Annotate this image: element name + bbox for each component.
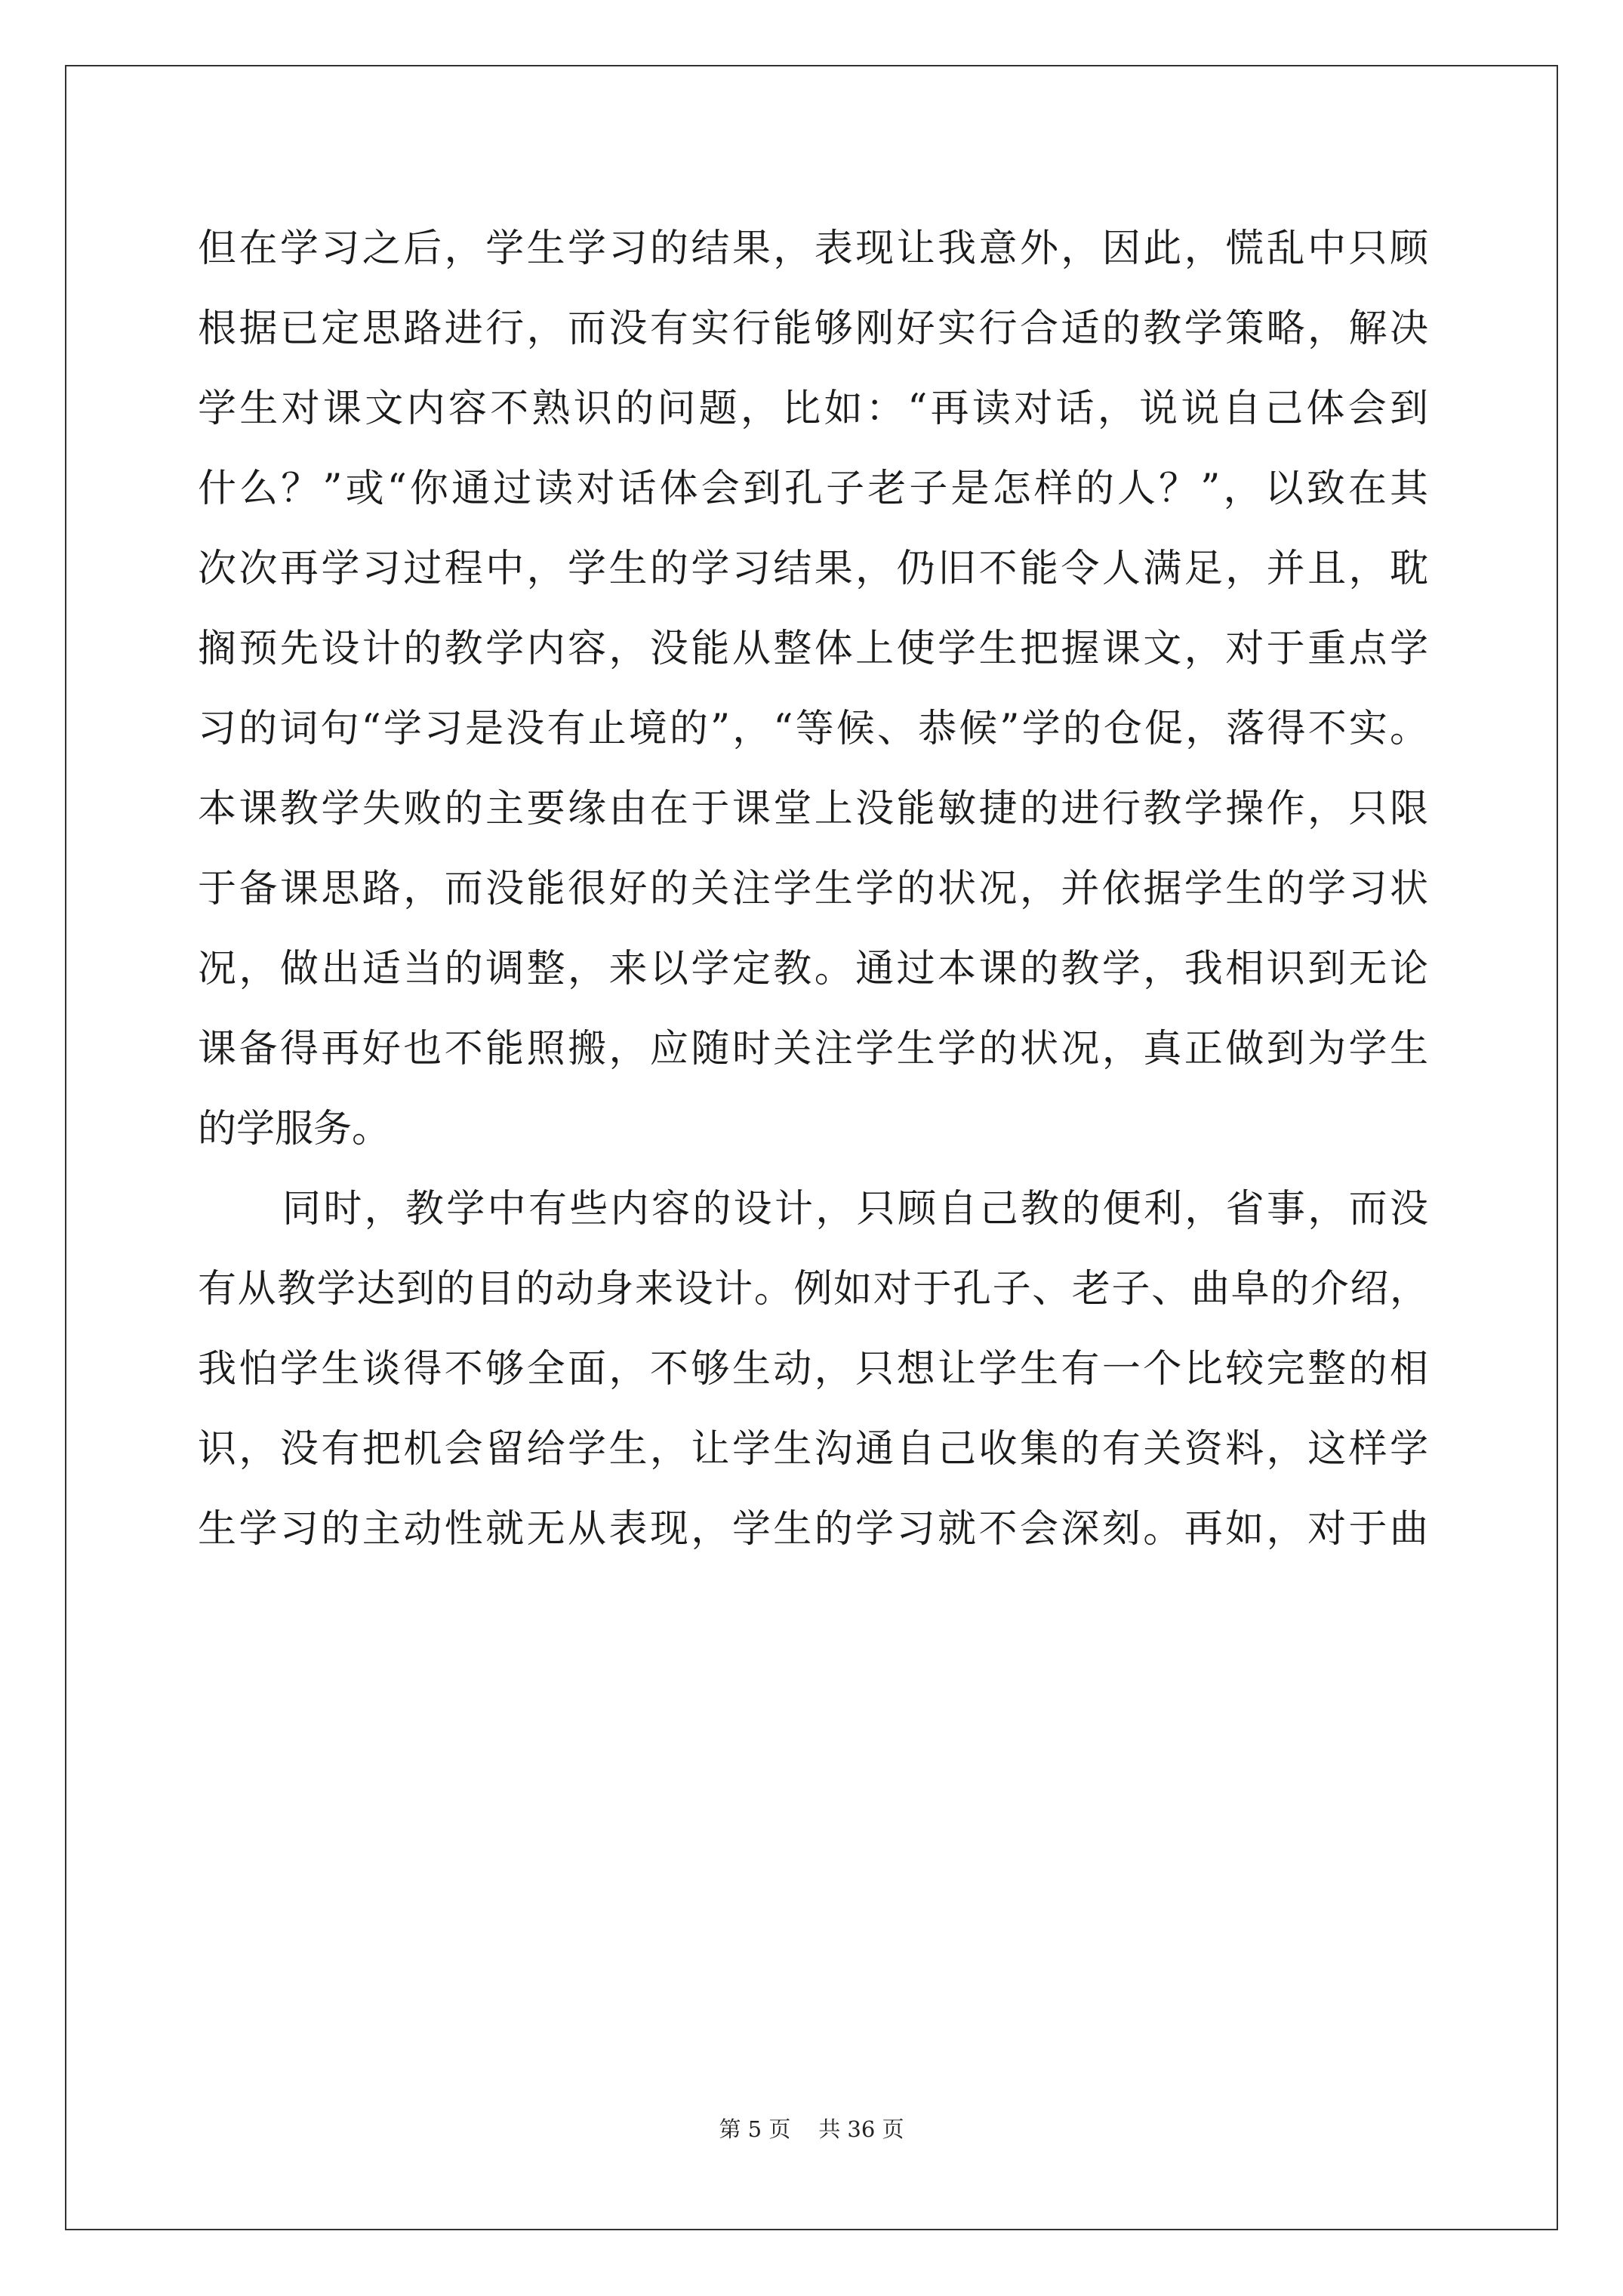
text-line: 根据已定思路进行，而没有实行能够刚好实行合适的教学策略，解决 — [198, 307, 1428, 351]
text-line: 但在学习之后，学生学习的结果，表现让我意外，因此，慌乱中只顾 — [198, 227, 1428, 271]
page-footer — [0, 2110, 1623, 2148]
text-line: 的学服务。 — [198, 1107, 391, 1151]
text-line: 什么？”或“你通过读对话体会到孔子老子是怎样的人？”，以致在其 — [198, 467, 1428, 511]
page-total: 共 36 页 — [818, 2116, 904, 2142]
text-line: 于备课思路，而没能很好的关注学生学的状况，并依据学生的学习状 — [198, 867, 1428, 911]
text-line: 习的词句“学习是没有止境的”，“等候、恭候”学的仓促，落得不实。 — [198, 707, 1428, 751]
text-line: 次次再学习过程中，学生的学习结果，仍旧不能令人满足，并且，耽 — [198, 547, 1428, 591]
text-line: 课备得再好也不能照搬，应随时关注学生学的状况，真正做到为学生 — [198, 1027, 1428, 1071]
text-line: 况，做出适当的调整，来以学定教。通过本课的教学，我相识到无论 — [198, 947, 1428, 991]
text-line: 搁预先设计的教学内容，没能从整体上使学生把握课文，对于重点学 — [198, 627, 1428, 671]
text-line: 有从教学达到的目的动身来设计。例如对于孔子、老子、曲阜的介绍， — [198, 1267, 1428, 1311]
text-line: 学生对课文内容不熟识的问题，比如：“再读对话，说说自己体会到 — [198, 387, 1428, 431]
text-line: 生学习的主动性就无从表现，学生的学习就不会深刻。再如，对于曲 — [198, 1507, 1428, 1552]
text-line: 本课教学失败的主要缘由在于课堂上没能敏捷的进行教学操作，只限 — [198, 787, 1428, 831]
page-number: 第 5 页 — [719, 2116, 791, 2142]
text-line: 同时，教学中有些内容的设计，只顾自己教的便利，省事，而没 — [282, 1187, 1428, 1231]
text-line: 识，没有把机会留给学生，让学生沟通自己收集的有关资料，这样学 — [198, 1427, 1428, 1472]
text-line: 我怕学生谈得不够全面，不够生动，只想让学生有一个比较完整的相 — [198, 1347, 1428, 1391]
